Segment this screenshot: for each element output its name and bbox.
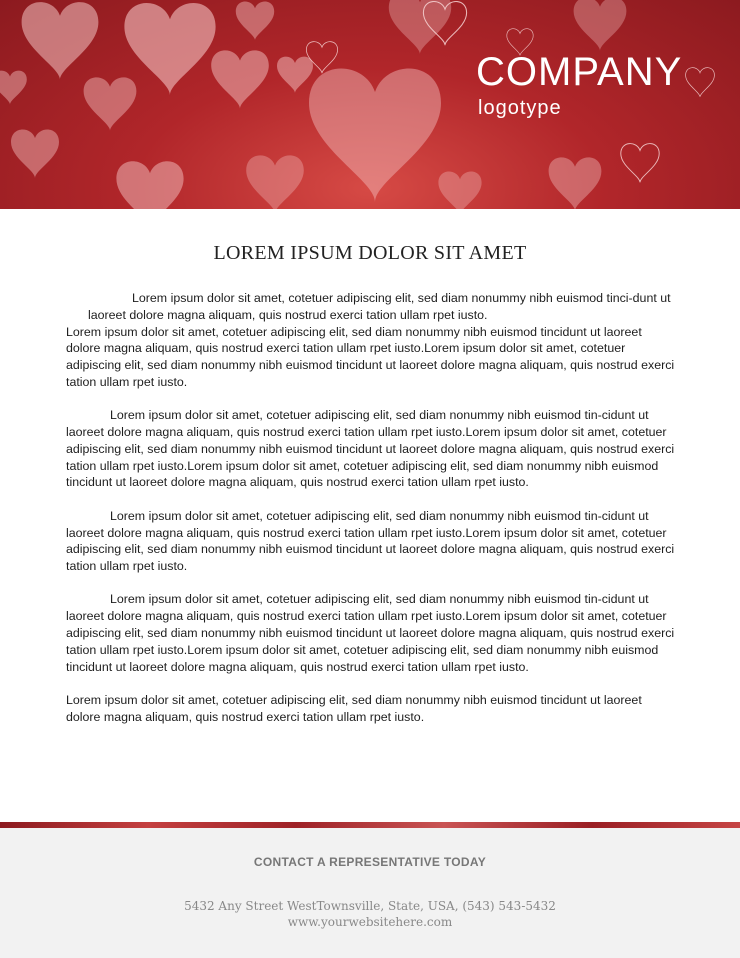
website-link[interactable]: www.yourwebsitehere.com: [287, 915, 453, 929]
paragraph-text: Lorem ipsum dolor sit amet, cotetuer adipiscing elit, sed diam nonummy nibh euismod tincidunt ut laoreet dolore magna aliquam, quis nostrud exerci tation ullam rpet iusto.Lorem ipsum dolor sit amet, cotetuer adipiscing elit, sed diam nonummy nibh euismod tincidunt ut laoreet dolore magna aliquam, quis nostrud exerci tation ullam rpet iusto.: [66, 324, 675, 389]
company-tagline: logotype: [478, 97, 562, 119]
document-body: [66, 290, 676, 742]
paragraph: [66, 290, 676, 391]
paragraph: Lorem ipsum dolor sit amet, cotetuer adipiscing elit, sed diam nonummy nibh euismod tin-cidunt ut laoreet dolore magna aliquam, quis nostrud exerci tation ullam rpet iusto.Lorem ipsum dolor sit amet, cotetuer adipiscing elit, sed diam nonummy nibh euismod tincidunt ut laoreet dolore magna aliquam, quis nostrud exerci tation ullam rpet iusto.Lorem ipsum dolor sit amet, cotetuer adipiscing elit, sed diam nonummy nibh euismod tincidunt ut laoreet dolore magna aliquam, quis nostrud exerci tation ullam rpet iusto.: [66, 408, 675, 490]
contact-heading: CONTACT A REPRESENTATIVE TODAY: [253, 855, 487, 869]
contact-address: 5432 Any Street WestTownsville, State, USA, (543) 543-5432: [184, 899, 556, 913]
footer: [0, 822, 740, 958]
paragraph: Lorem ipsum dolor sit amet, cotetuer adipiscing elit, sed diam nonummy nibh euismod tincidunt ut laoreet dolore magna aliquam, quis nostrud exerci tation ullam rpet iusto.: [66, 692, 642, 724]
hearts-pattern: [0, 0, 740, 209]
document-title: LOREM IPSUM DOLOR SIT AMET: [213, 242, 527, 264]
footer-stripe: [0, 822, 740, 828]
paragraph: Lorem ipsum dolor sit amet, cotetuer adipiscing elit, sed diam nonummy nibh euismod tin-cidunt ut laoreet dolore magna aliquam, quis nostrud exerci tation ullam rpet iusto.Lorem ipsum dolor sit amet, cotetuer adipiscing elit, sed diam nonummy nibh euismod tincidunt ut laoreet dolore magna aliquam, quis nostrud exerci tation ullam rpet iusto.: [66, 508, 675, 574]
header-banner: [0, 0, 740, 209]
paragraph-lead: Lorem ipsum dolor sit amet, cotetuer adipiscing elit, sed diam nonummy nibh euismod tinci-dunt ut laoreet dolore magna aliquam, quis nostrud exerci tation ullam rpet iusto.: [88, 291, 671, 322]
paragraph: Lorem ipsum dolor sit amet, cotetuer adipiscing elit, sed diam nonummy nibh euismod tin-cidunt ut laoreet dolore magna aliquam, quis nostrud exerci tation ullam rpet iusto.Lorem ipsum dolor sit amet, cotetuer adipiscing elit, sed diam nonummy nibh euismod tincidunt ut laoreet dolore magna aliquam, quis nostrud exerci tation ullam rpet iusto.Lorem ipsum dolor sit amet, cotetuer adipiscing elit, sed diam nonummy nibh euismod tincidunt ut laoreet dolore magna aliquam, quis nostrud exerci tation ullam rpet iusto.: [66, 592, 675, 674]
company-name: COMPANY: [476, 50, 683, 94]
